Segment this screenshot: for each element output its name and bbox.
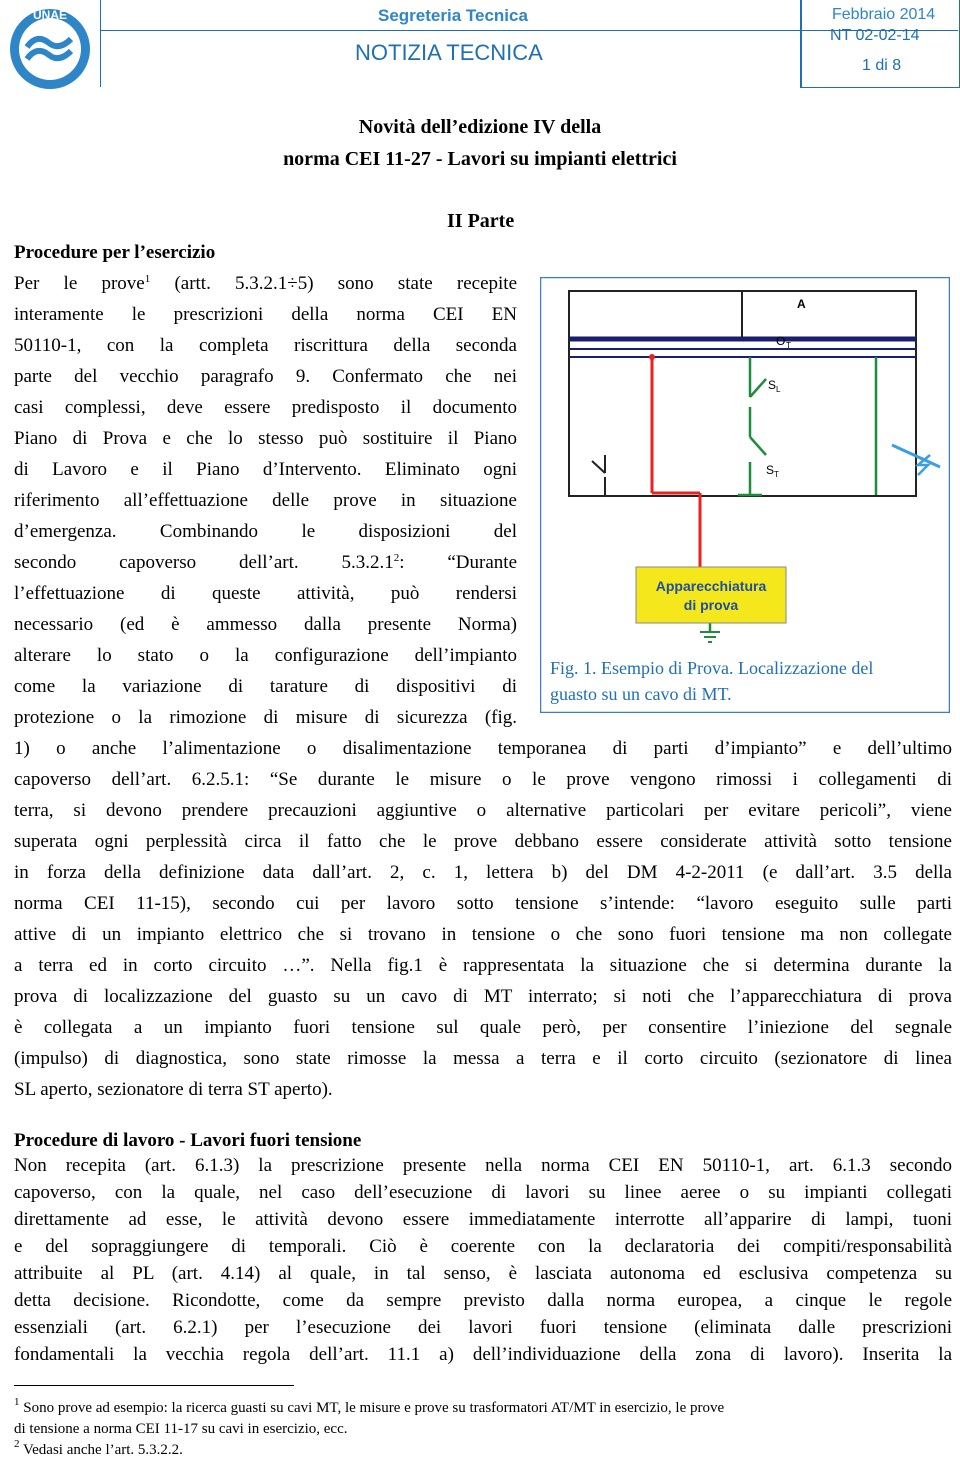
equipment-label-line2: di prova xyxy=(683,597,739,613)
logo-text: UNAE xyxy=(32,8,68,22)
section1-line-9: d’emergenza. Combinando le disposizioni del xyxy=(14,521,517,542)
label-ot-sub: T xyxy=(786,341,791,350)
section1-line-5: casi complessi, deve essere predisposto il documento xyxy=(14,397,517,418)
section1-line-11: l’effettuazione di queste attività, può rendersi xyxy=(14,583,517,604)
footnote-2-text: Vedasi anche l’art. 5.3.2.2. xyxy=(22,1442,183,1458)
section1-line-15: protezione o la rimozione di misure di sicurezza (fig. xyxy=(14,707,517,728)
section1-line-2: interamente le prescrizioni della norma CEI EN xyxy=(14,304,517,325)
section1-line-23: a terra ed in corto circuito …”. Nella fig.1 è rappresentata la situazione che si determina durante la xyxy=(14,955,952,976)
label-a: A xyxy=(797,297,806,311)
label-ot: O xyxy=(776,334,786,348)
section1-line-17: capoverso dell’art. 6.2.5.1: “Se durante le misure o le prove vengono rimossi i collegamenti di xyxy=(14,769,952,790)
label-sl: S xyxy=(768,378,777,392)
footnote-ref-2[interactable]: 2 xyxy=(393,552,400,564)
figure-caption xyxy=(550,655,940,707)
section1-line-1-rest: (artt. 5.3.2.1÷5) sono state recepite xyxy=(174,273,517,294)
figure-caption-line2: guasto su un cavo di MT. xyxy=(550,684,732,704)
section2-line-5: attribuite al PL (art. 4.14) al quale, in tal senso, è lasciata autonoma ed esclusiva competenza su xyxy=(14,1263,952,1284)
section1-heading: Procedure per l’esercizio xyxy=(14,242,216,263)
section1-line-20: in forza della definizione data dall’art. 2, c. 1, lettera b) del DM 4-2-2011 (e dall’art. 3.5 della xyxy=(14,862,952,883)
section1-line-8: riferimento all’effettuazione delle prove in situazione xyxy=(14,490,517,511)
footnote-1 xyxy=(14,1398,944,1418)
footnote-1-cont: di tensione a norma CEI 11-17 su cavi in esercizio, ecc. xyxy=(14,1421,348,1437)
section1-line-19: superata ogni perplessità circa il fatto che le prove debbano essere considerate attività sotto tensione xyxy=(14,831,952,852)
section2-line-8: fondamentali la vecchia regola dell’art. 11.1 a) dell’individuazione della zona di lavoro). Inserita la xyxy=(14,1344,952,1365)
section1-line-3: 50110-1, con la completa riscrittura della seconda xyxy=(14,335,517,356)
footnote-2-number: 2 xyxy=(14,1438,20,1450)
section2-line-3: direttamente ad esse, le attività devono essere immediatamente interrotte all’apparire di lampi, tuoni xyxy=(14,1209,952,1230)
section1-line-18: terra, si devono prendere precauzioni aggiuntive o alternative particolari per evitare pericoli”, viene xyxy=(14,800,952,821)
header-date: Febbraio 2014 xyxy=(832,6,936,23)
section1-line-13: alterare lo stato o la configurazione dell’impianto xyxy=(14,645,517,666)
label-st: S xyxy=(766,463,775,477)
section1-line-14: come la variazione di tarature di dispositivi di xyxy=(14,676,517,697)
section1-line-7: di Lavoro e il Piano d’Intervento. Eliminato ogni xyxy=(14,459,517,480)
section1-line-12: necessario (ed è ammesso dalla presente Norma) xyxy=(14,614,517,635)
header-code: NT 02-02-14 xyxy=(830,27,920,44)
footnote-rule xyxy=(14,1385,294,1386)
section1-line-10-text: secondo capoverso dell’art. 5.3.2.1 xyxy=(14,552,394,573)
label-st-sub: T xyxy=(774,470,779,479)
section2-line-7: essenziali (art. 6.2.1) per l’esecuzione dei lavori fuori tensione (eliminata dalle prescrizioni xyxy=(14,1317,952,1338)
section1-line-1-text: Per le prove xyxy=(14,273,145,294)
unae-logo xyxy=(5,3,95,93)
part-label: II Parte xyxy=(447,210,515,232)
section1-line-10-rest: : “Durante xyxy=(399,552,518,573)
figure-1-diagram xyxy=(540,277,950,713)
document-title-line1: Novità dell’edizione IV della xyxy=(358,116,602,138)
footnote-ref-1[interactable]: 1 xyxy=(144,273,151,285)
section2-line-4: e del sopraggiungere di temporali. Ciò è coerente con la declaratoria dei compiti/responsabilità xyxy=(14,1236,952,1257)
section1-line-27: SL aperto, sezionatore di terra ST aperto). xyxy=(14,1079,333,1100)
figure-caption-line1: Fig. 1. Esempio di Prova. Localizzazione del xyxy=(550,658,874,678)
section1-line-26: (impulso) di diagnostica, sono state rimosse la messa a terra e il corto circuito (sezionatore di linea xyxy=(14,1048,952,1069)
footnote-1-text: Sono prove ad esempio: la ricerca guasti su cavi MT, le misure e prove su trasformatori AT/MT in esercizio, le prove xyxy=(23,1400,725,1416)
section2-heading: Procedure di lavoro - Lavori fuori tensione xyxy=(14,1130,362,1151)
label-sl-sub: L xyxy=(776,385,781,394)
footnote-1-number: 1 xyxy=(14,1396,20,1408)
section1-line-25: è collegata a un impianto fuori tensione sul quale però, per consentire l’iniezione del segnale xyxy=(14,1017,952,1038)
section2-line-2: capoverso, con la quale, nel caso dell’esecuzione di lavori su linee aeree o su impianti collegati xyxy=(14,1182,952,1203)
section1-line-21: norma CEI 11-15), secondo cui per lavoro sotto tensione s’intende: “lavoro eseguito sulle parti xyxy=(14,893,952,914)
document-title-line2: norma CEI 11-27 - Lavori su impianti elettrici xyxy=(283,148,677,170)
page-header xyxy=(0,0,960,95)
section1-line-10 xyxy=(14,547,517,578)
section2-line-1: Non recepita (art. 6.1.3) la prescrizione presente nella norma CEI EN 50110-1, art. 6.1.3 secondo xyxy=(14,1155,952,1176)
header-section: Segreteria Tecnica xyxy=(378,6,528,25)
header-doc-type: NOTIZIA TECNICA xyxy=(355,40,543,65)
header-page-number: 1 di 8 xyxy=(862,57,902,74)
equipment-label-line1: Apparecchiatura xyxy=(655,578,767,594)
section1-line-6: Piano di Prova e che lo stesso può sostituire il Piano xyxy=(14,428,517,449)
section1-line-4: parte del vecchio paragrafo 9. Confermato che nei xyxy=(14,366,517,387)
section1-line-16: 1) o anche l’alimentazione o disalimentazione temporanea di parti d’impianto” e dell’ultimo xyxy=(14,738,952,759)
section1-line-24: prova di localizzazione del guasto su un cavo di MT interrato; si noti che l’apparecchiatura di prova xyxy=(14,986,952,1007)
section1-line-1 xyxy=(14,268,517,299)
section1-line-22: attive di un impianto elettrico che si trovano in tensione o che sono fuori tensione ma non collegate xyxy=(14,924,952,945)
section2-line-6: detta decisione. Ricondotte, come da sempre previsto dalla norma europea, a cinque le regole xyxy=(14,1290,952,1311)
footnote-2 xyxy=(14,1440,183,1460)
